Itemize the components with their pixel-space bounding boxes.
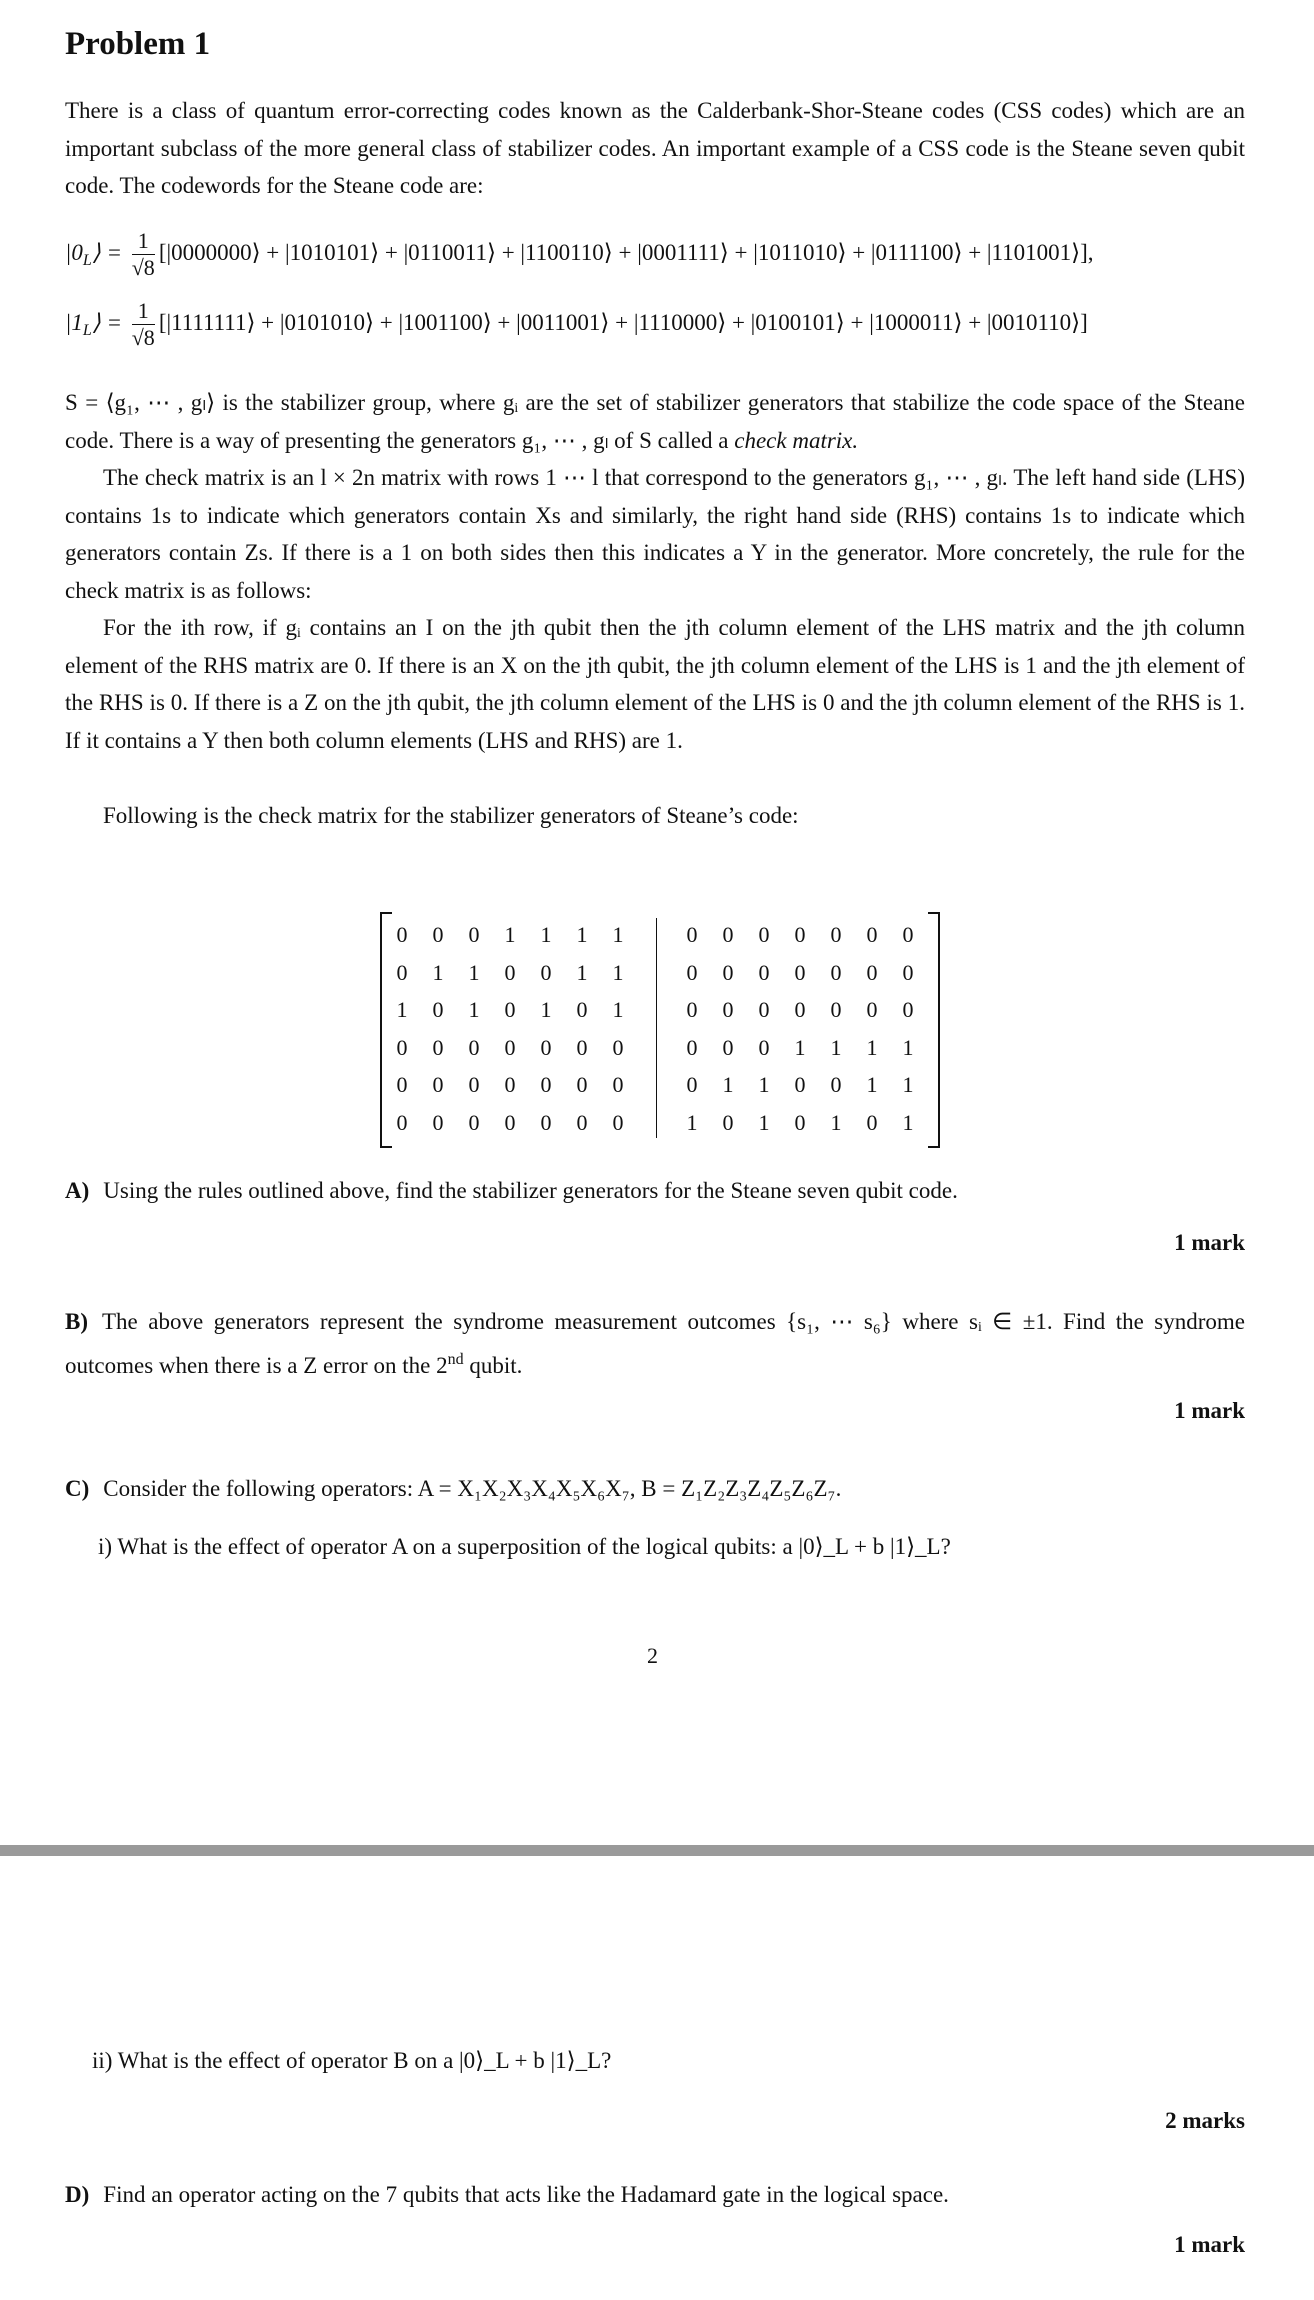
matrix-rhs-cell: 0 <box>794 1109 806 1135</box>
matrix-rhs-cell: 0 <box>830 997 842 1022</box>
matrix-lhs-cell: 1 <box>432 959 444 985</box>
question-b-label: B) <box>65 1309 88 1334</box>
matrix-right-bracket <box>928 912 940 1148</box>
matrix-rhs-cell: 0 <box>830 922 842 947</box>
page-separator <box>0 1845 1314 1856</box>
page-number: 2 <box>647 1643 658 1668</box>
matrix-lhs-cell: 0 <box>468 922 480 947</box>
eq0-fraction: $\frac{1}{√8}$ <box>131 228 155 280</box>
question-c: C) Consider the following operators: A = X₁X₂X₃X₄X₅X₆X₇, B = Z₁Z₂Z₃Z₄Z₅Z₆Z₇. <box>65 1476 842 1501</box>
matrix-rhs-cell: 0 <box>902 922 914 947</box>
page-2 <box>0 1856 1314 2300</box>
check-matrix-paragraph: The check matrix is an l × 2n matrix with rows 1 ⋯ l that correspond to the generators g₁, ⋯ , gₗ. The left hand side (LHS) contains 1s to indicate which generators contain Xs and similarly, the right hand side (RHS) contains 1s to indicate which generators contain Zs. If there is a 1 on both sides then this indicates a Y in the generator. More concretely, the rule for the check matrix is as follows: <box>65 465 1245 603</box>
matrix-rhs-cell: 1 <box>830 1109 842 1135</box>
matrix-rhs-cell: 0 <box>902 959 914 985</box>
stabilizer-paragraph: S = ⟨g₁, ⋯ , gₗ⟩ is the stabilizer group, where gᵢ are the set of stabilizer generators that stabilize the code space of the Steane code. There is a way of presenting the generators g₁, ⋯ , gₗ of S called a check matrix. <box>65 390 1245 453</box>
matrix-rhs-cell: 0 <box>722 922 734 947</box>
matrix-rhs-cell: 0 <box>758 922 770 947</box>
matrix-lhs-cell: 0 <box>576 1072 588 1097</box>
matrix-lhs-cell: 1 <box>468 997 480 1022</box>
matrix-lhs-cell: 0 <box>540 959 552 985</box>
question-d-label: D) <box>65 2182 90 2207</box>
matrix-lhs-cell: 0 <box>432 1034 444 1060</box>
matrix-rhs-cell: 0 <box>686 922 698 947</box>
matrix-lhs <box>384 916 636 1141</box>
question-a-label: A) <box>65 1178 90 1203</box>
check-matrix <box>380 912 940 1144</box>
matrix-lhs-cell: 0 <box>432 1072 444 1097</box>
question-c-label: C) <box>65 1476 90 1501</box>
eq0-lhs: $|0_L⟩$ = <box>65 239 122 269</box>
matrix-rhs-cell: 1 <box>902 1034 914 1060</box>
matrix-rhs-cell: 1 <box>902 1072 914 1097</box>
matrix-lhs-cell: 1 <box>540 997 552 1022</box>
matrix-rhs-cell: 0 <box>866 959 878 985</box>
question-a-marks: 1 mark <box>1174 1230 1245 1255</box>
matrix-lhs-cell: 0 <box>432 922 444 947</box>
question-c-i: i) What is the effect of operator A on a superposition of the logical qubits: a |0⟩_L + b |1⟩_L? <box>98 1534 951 1559</box>
matrix-rhs-cell: 0 <box>686 997 698 1022</box>
intro-paragraph: There is a class of quantum error-correcting codes known as the Calderbank-Shor-Steane codes (CSS codes) which are an important subclass of the more general class of stabilizer codes. An important example of a CSS code is the Steane seven qubit code. The codewords for the Steane code are: <box>65 98 1245 198</box>
matrix-lhs-cell: 0 <box>540 1109 552 1135</box>
matrix-rhs <box>674 916 926 1141</box>
matrix-rhs-cell: 0 <box>722 997 734 1022</box>
matrix-rhs-cell: 1 <box>722 1072 734 1097</box>
matrix-rhs-cell: 1 <box>866 1072 878 1097</box>
matrix-rhs-cell: 0 <box>830 1072 842 1097</box>
problem-title: Problem 1 <box>65 26 211 62</box>
matrix-lhs-cell: 1 <box>576 959 588 985</box>
matrix-rhs-cell: 1 <box>686 1109 698 1135</box>
matrix-rhs-cell: 0 <box>686 959 698 985</box>
matrix-rhs-cell: 1 <box>902 1109 914 1135</box>
matrix-lhs-cell: 1 <box>396 997 408 1022</box>
matrix-rhs-cell: 0 <box>758 959 770 985</box>
question-d: D) Find an operator acting on the 7 qubits that acts like the Hadamard gate in the logical space. <box>65 2182 949 2207</box>
matrix-rhs-cell: 0 <box>866 997 878 1022</box>
matrix-lhs-cell: 0 <box>396 1034 408 1060</box>
matrix-rhs-cell: 0 <box>794 922 806 947</box>
matrix-lhs-cell: 0 <box>468 1034 480 1060</box>
matrix-rhs-cell: 0 <box>722 1109 734 1135</box>
matrix-lhs-cell: 0 <box>576 1109 588 1135</box>
matrix-lhs-cell: 0 <box>612 1072 624 1097</box>
matrix-rhs-cell: 0 <box>866 922 878 947</box>
matrix-lhs-cell: 1 <box>576 922 588 947</box>
matrix-rhs-cell: 0 <box>794 1072 806 1097</box>
codeword-zero-equation <box>65 228 1094 281</box>
matrix-lhs-cell: 1 <box>612 922 624 947</box>
rule-paragraph: For the ith row, if gᵢ contains an I on the jth qubit then the jth column element of the LHS matrix and the jth column element of the RHS matrix are 0. If there is an X on the jth qubit, the jth column element of the LHS is 1 and the jth element of the RHS is 0. If there is a Z on the jth qubit, the jth column element of the LHS is 0 and the jth column element of the RHS is 1. If it contains a Y then both column elements (LHS and RHS) are 1. <box>65 615 1245 753</box>
matrix-rhs-cell: 1 <box>794 1034 806 1060</box>
matrix-rhs-cell: 0 <box>686 1072 698 1097</box>
question-b-marks: 1 mark <box>1174 1398 1245 1423</box>
matrix-lhs-cell: 0 <box>432 1109 444 1135</box>
matrix-lhs-cell: 1 <box>612 959 624 985</box>
matrix-rhs-cell: 0 <box>722 1034 734 1060</box>
codeword-one-equation <box>65 298 1088 351</box>
matrix-rhs-cell: 1 <box>830 1034 842 1060</box>
question-a: A) Using the rules outlined above, find the stabilizer generators for the Steane seven qubit code. <box>65 1178 958 1203</box>
matrix-lhs-cell: 0 <box>504 1109 516 1135</box>
matrix-rhs-cell: 0 <box>758 1034 770 1060</box>
matrix-rhs-cell: 0 <box>794 959 806 985</box>
matrix-rhs-cell: 0 <box>830 959 842 985</box>
matrix-lhs-cell: 0 <box>396 1109 408 1135</box>
matrix-lhs-cell: 0 <box>396 959 408 985</box>
question-c-ii-marks: 2 marks <box>1165 2108 1245 2133</box>
matrix-rhs-cell: 0 <box>866 1109 878 1135</box>
eq0-terms: [|0000000⟩ + |1010101⟩ + |0110011⟩ + |1100110⟩ + |0001111⟩ + |1011010⟩ + |0111100⟩ + |1101001⟩], <box>158 239 1094 265</box>
matrix-lhs-cell: 0 <box>504 1034 516 1060</box>
matrix-rhs-cell: 1 <box>758 1109 770 1135</box>
matrix-rhs-cell: 0 <box>722 959 734 985</box>
matrix-lhs-cell: 0 <box>468 1072 480 1097</box>
matrix-lhs-cell: 1 <box>612 997 624 1022</box>
matrix-lhs-cell: 0 <box>576 997 588 1022</box>
eq1-lhs: $|1_L⟩$ = <box>65 309 122 339</box>
matrix-rhs-cell: 0 <box>686 1034 698 1060</box>
matrix-rhs-cell: 1 <box>758 1072 770 1097</box>
following-paragraph: Following is the check matrix for the stabilizer generators of Steane’s code: <box>103 803 799 828</box>
question-d-marks: 1 mark <box>1174 2232 1245 2257</box>
eq1-fraction: $\frac{1}{√8}$ <box>131 298 155 350</box>
matrix-lhs-cell: 1 <box>504 922 516 947</box>
matrix-lhs-cell: 1 <box>540 922 552 947</box>
matrix-lhs-cell: 0 <box>504 997 516 1022</box>
matrix-divider <box>656 918 657 1138</box>
matrix-lhs-cell: 0 <box>612 1034 624 1060</box>
matrix-lhs-cell: 0 <box>576 1034 588 1060</box>
matrix-lhs-cell: 0 <box>504 1072 516 1097</box>
matrix-lhs-cell: 0 <box>612 1109 624 1135</box>
eq1-terms: [|1111111⟩ + |0101010⟩ + |1001100⟩ + |0011001⟩ + |1110000⟩ + |0100101⟩ + |1000011⟩ + |0010110⟩] <box>158 309 1088 335</box>
matrix-lhs-cell: 0 <box>432 997 444 1022</box>
matrix-lhs-cell: 0 <box>540 1072 552 1097</box>
matrix-lhs-cell: 0 <box>468 1109 480 1135</box>
matrix-lhs-cell: 1 <box>468 959 480 985</box>
matrix-lhs-cell: 0 <box>396 922 408 947</box>
matrix-rhs-cell: 0 <box>902 997 914 1022</box>
question-b: B) The above generators represent the syndrome measurement outcomes {s₁, ⋯ s₆} where sᵢ ∈ ±1. Find the syndrome outcomes when there is a Z error on the 2nd qubit. <box>65 1309 1245 1378</box>
matrix-rhs-cell: 0 <box>794 997 806 1022</box>
matrix-lhs-cell: 0 <box>504 959 516 985</box>
question-c-ii: ii) What is the effect of operator B on a |0⟩_L + b |1⟩_L? <box>92 2048 612 2073</box>
matrix-rhs-cell: 1 <box>866 1034 878 1060</box>
matrix-lhs-cell: 0 <box>540 1034 552 1060</box>
matrix-rhs-cell: 0 <box>758 997 770 1022</box>
matrix-lhs-cell: 0 <box>396 1072 408 1097</box>
